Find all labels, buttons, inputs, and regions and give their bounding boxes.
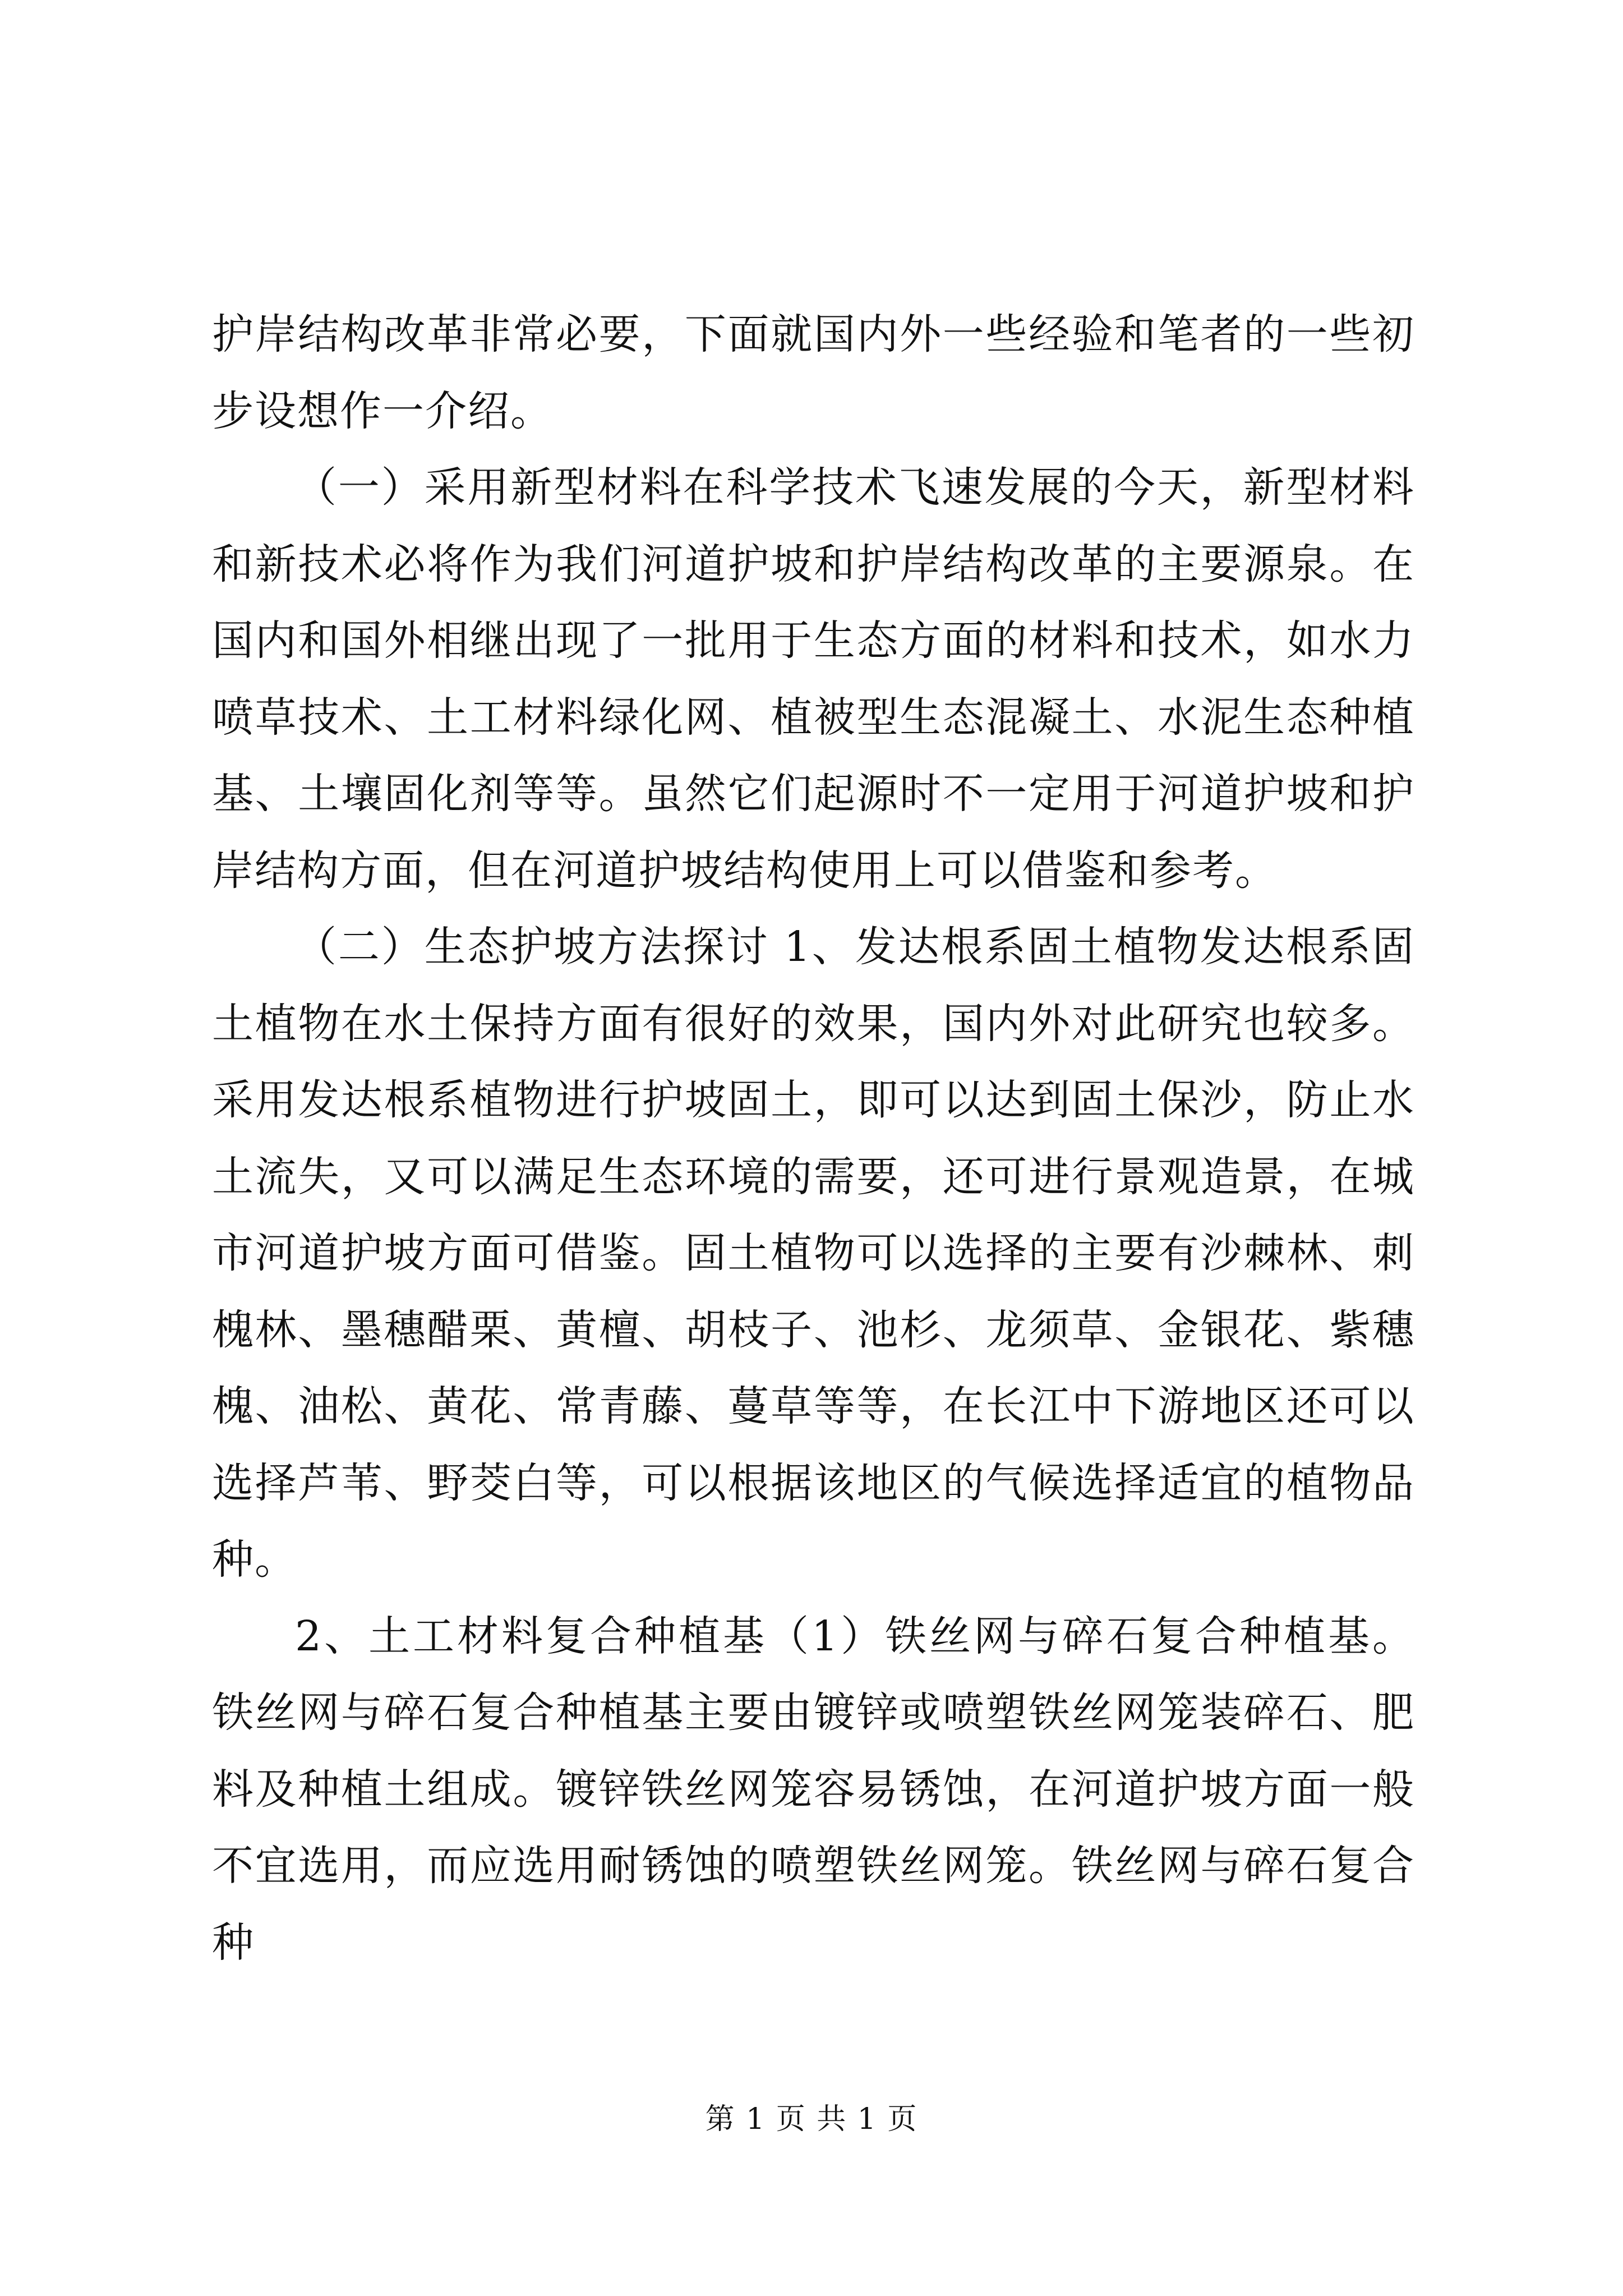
paragraph-intro-continuation: 护岸结构改革非常必要，下面就国内外一些经验和笔者的一些初步设想作一介绍。	[212, 310, 1415, 435]
page-footer: 第 1 页 共 1 页	[705, 2102, 918, 2136]
document-body	[212, 296, 1415, 1981]
paragraph-new-materials: （一）采用新型材料在科学技术飞速发展的今天，新型材料和新技术必将作为我们河道护坡和护岸结构改革的主要源泉。在国内和国外相继出现了一批用于生态方面的材料和技术，如水力喷草技术、土工材料绿化网、植被型生态混凝土、水泥生态种植基、土壤固化剂等等。虽然它们起源时不一定用于河道护坡和护岸结构方面，但在河道护坡结构使用上可以借鉴和参考。	[212, 463, 1415, 895]
paragraph-geo-composite-planting: 2、土工材料复合种植基（1）铁丝网与碎石复合种植基。铁丝网与碎石复合种植基主要由镀锌或喷塑铁丝网笼装碎石、肥料及种植土组成。镀锌铁丝网笼容易锈蚀，在河道护坡方面一般不宜选用，而应选用耐锈蚀的喷塑铁丝网笼。铁丝网与碎石复合种	[212, 1612, 1415, 1967]
paragraph-eco-slope-methods: （二）生态护坡方法探讨 1、发达根系固土植物发达根系固土植物在水土保持方面有很好的效果，国内外对此研究也较多。采用发达根系植物进行护坡固土，即可以达到固土保沙，防止水土流失，又可以满足生态环境的需要，还可进行景观造景，在城市河道护坡方面可借鉴。固土植物可以选择的主要有沙棘林、刺槐林、墨穗醋栗、黄檀、胡枝子、池杉、龙须草、金银花、紫穗槐、油松、黄花、常青藤、蔓草等等，在长江中下游地区还可以选择芦苇、野茭白等，可以根据该地区的气候选择适宜的植物品种。	[212, 923, 1415, 1584]
